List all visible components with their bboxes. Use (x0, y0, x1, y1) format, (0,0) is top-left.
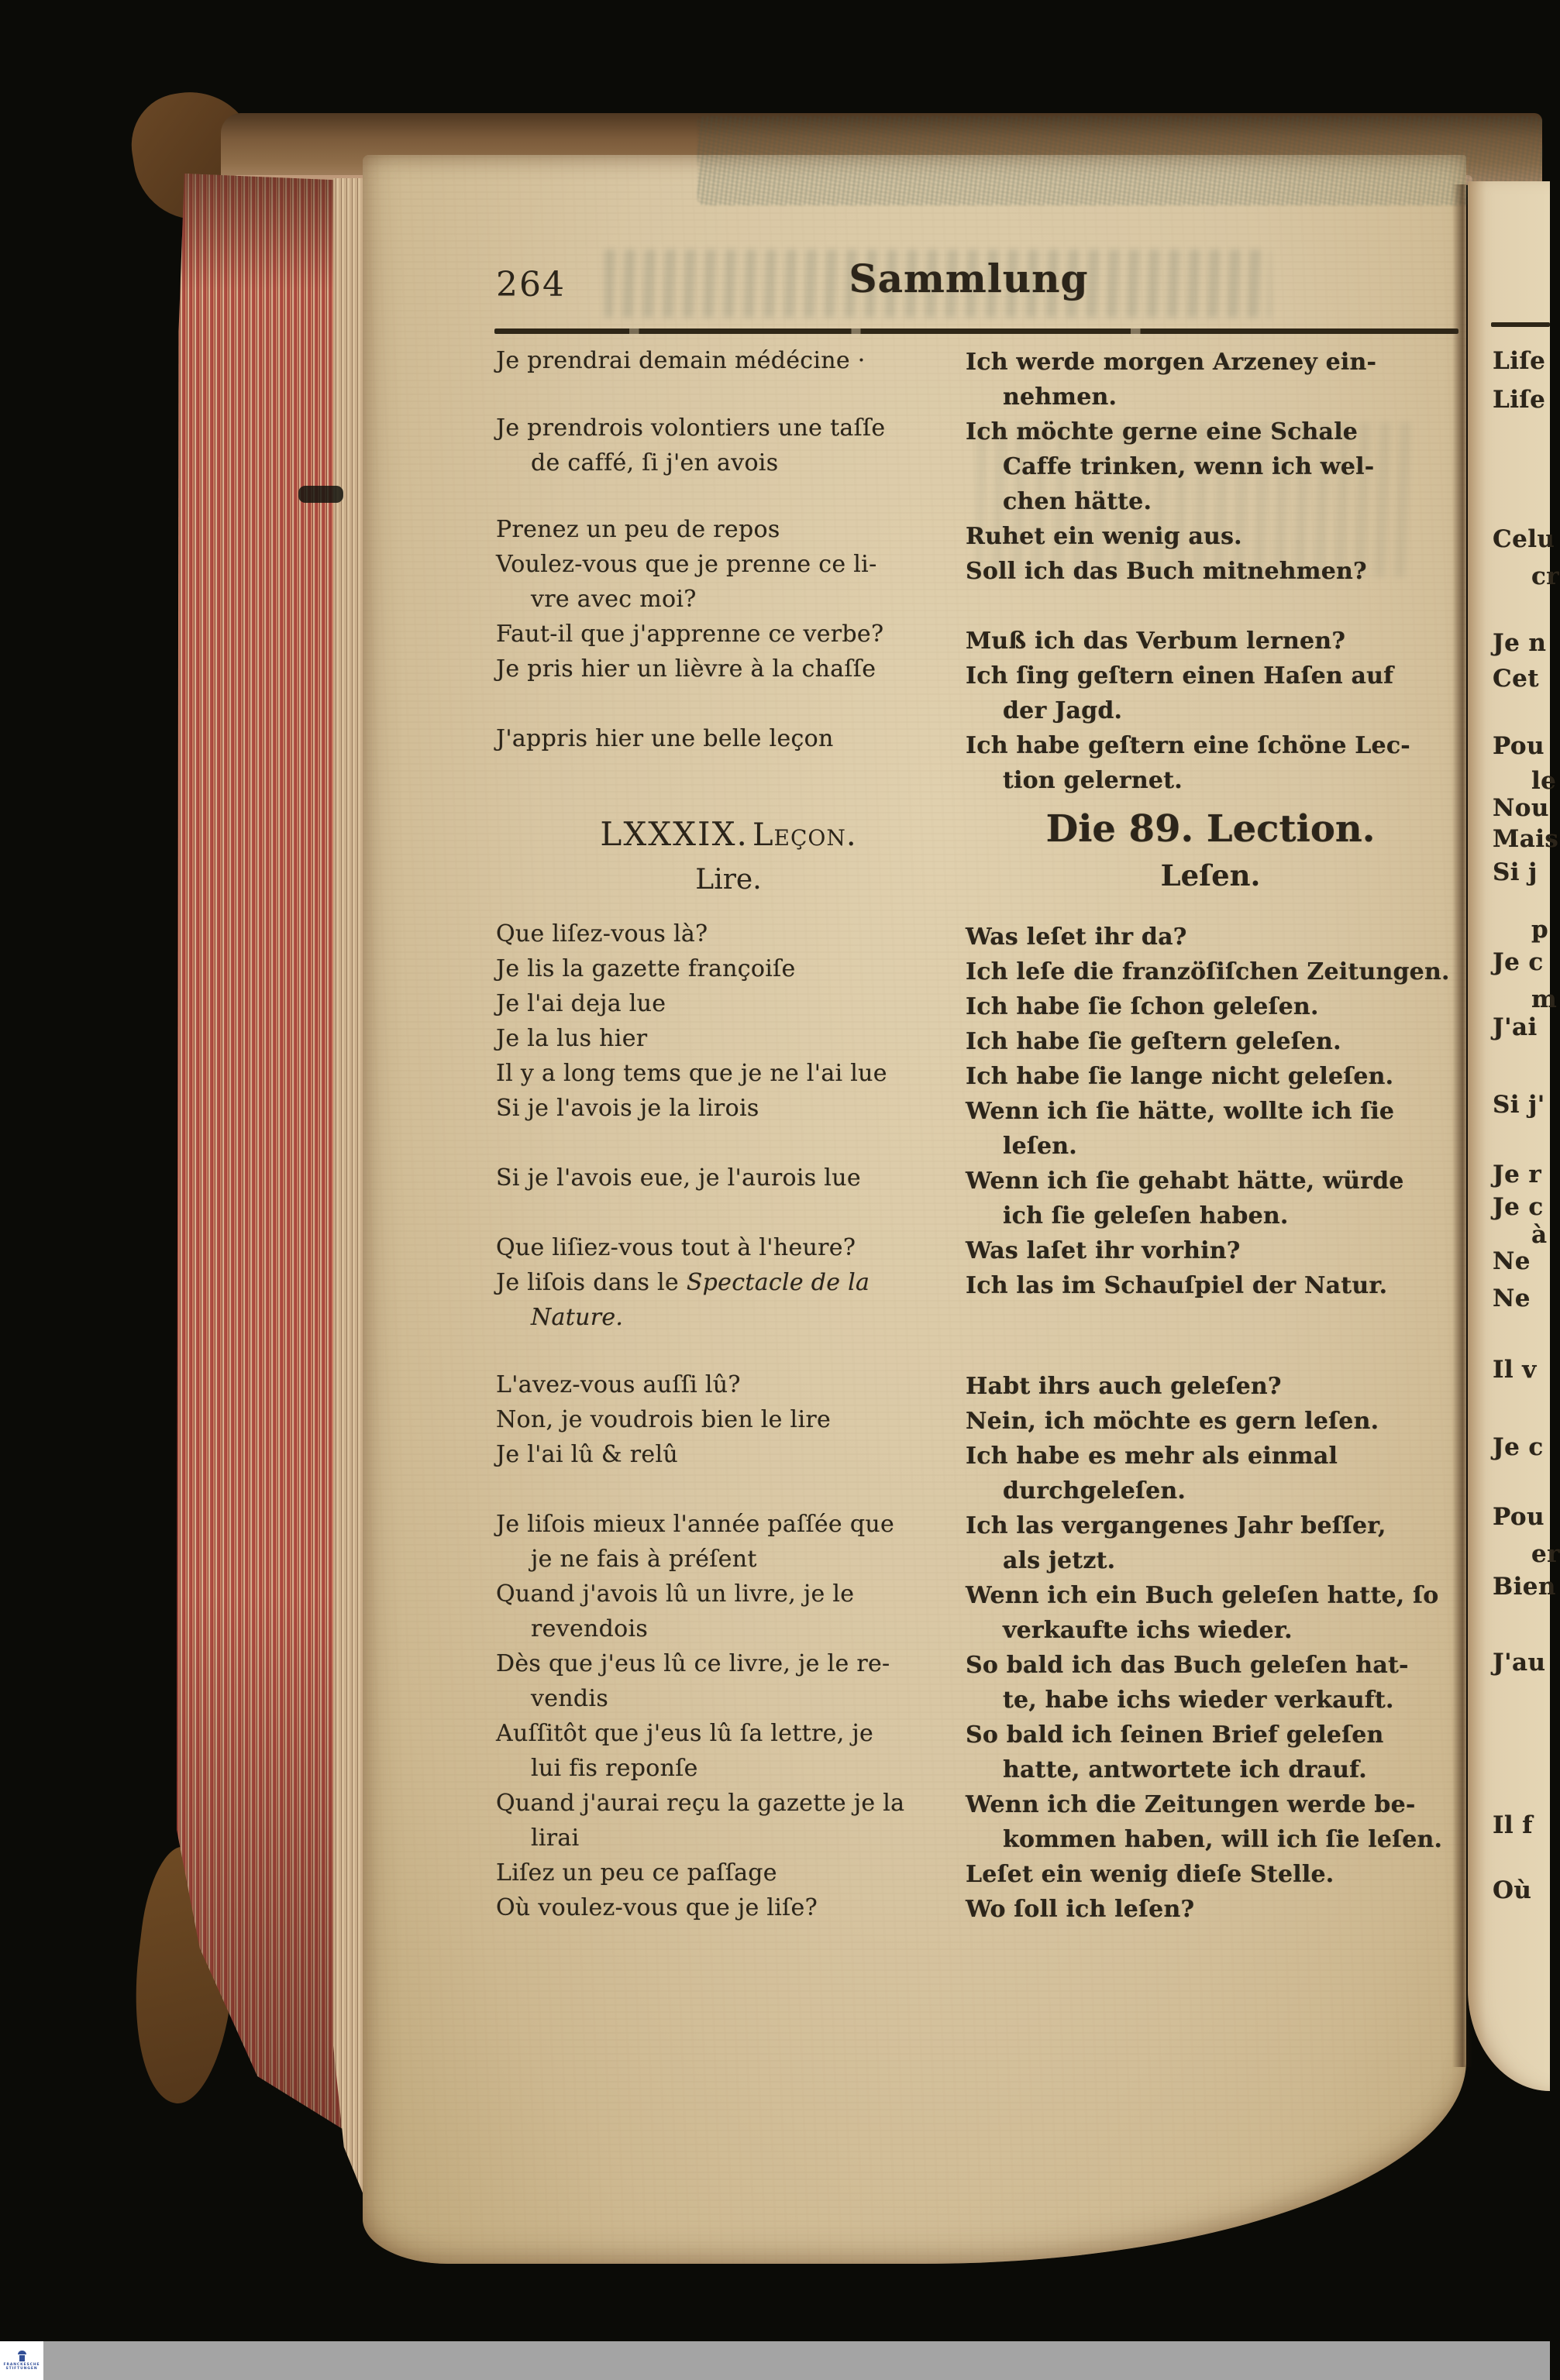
german-phrase-line: Caffe trinken, wenn ich wel- (1003, 453, 1375, 480)
french-phrase-line: Où voulez-vous que je liſe? (496, 1894, 818, 1921)
next-page-text-fragment: Il v (1493, 1356, 1537, 1384)
german-phrase-line: der Jagd. (1003, 697, 1123, 724)
german-phrase-line: Ich habe ſie lange nicht geleſen. (966, 1063, 1394, 1090)
german-phrase-line: als jetzt. (1003, 1547, 1116, 1574)
german-phrase-line: Wenn ich ein Buch geleſen hatte, ſo (966, 1582, 1439, 1609)
franckesche-stiftungen-logo (0, 2341, 43, 2380)
next-page-text-fragment: Bien (1493, 1573, 1556, 1601)
lesson-heading-german (969, 807, 1452, 892)
german-phrase-line: Ich leſe die franzöſiſchen Zeitungen. (966, 958, 1450, 985)
lesson-heading-french (496, 815, 961, 896)
book-page-next-partial (1468, 181, 1550, 2091)
german-phrase-line: Was laſet ihr vorhin? (966, 1237, 1241, 1264)
german-phrase-line: Ich las im Schauſpiel der Natur. (966, 1272, 1388, 1299)
german-phrase-line: Soll ich das Buch mitnehmen? (966, 558, 1367, 585)
french-phrase-line: vre avec moi? (531, 586, 697, 613)
german-phrase-line: Ruhet ein wenig aus. (966, 523, 1242, 550)
french-phrase-line: Si je l'avois eue, je l'aurois lue (496, 1164, 861, 1192)
next-page-text-fragment: Je c (1493, 1193, 1544, 1221)
german-phrase-line: Habt ihrs auch geleſen? (966, 1373, 1282, 1400)
next-page-text-fragment: à (1531, 1221, 1548, 1249)
next-page-text-fragment: Mais (1493, 825, 1559, 853)
next-page-text-fragment: Celu (1493, 525, 1555, 553)
next-page-text-fragment: Pou (1493, 732, 1545, 760)
french-phrase-line: Quand j'avois lû un livre, je le (496, 1580, 855, 1608)
french-phrase-line: Je liſois dans le Spectacle de la (496, 1269, 870, 1296)
french-phrase-line: Je l'ai lû & relû (496, 1441, 678, 1468)
german-phrase-line: leſen. (1003, 1133, 1077, 1160)
french-phrase-line: Si je l'avois je la lirois (496, 1095, 759, 1122)
german-phrase-line: Ich möchte gerne eine Schale (966, 418, 1359, 445)
german-phrase-line: chen hätte. (1003, 488, 1152, 515)
lesson-title-german: Die 89. Lection. (1045, 807, 1376, 851)
french-phrase-line: Il y a long tems que je ne l'ai lue (496, 1060, 887, 1087)
french-phrase-line: Faut-il que j'apprenne ce verbe? (496, 621, 884, 648)
french-phrase-line: Non, je voudrois bien le lire (496, 1406, 832, 1433)
next-page-text-fragment: p (1531, 916, 1549, 944)
german-phrase-line: So bald ich das Buch geleſen hat- (966, 1652, 1409, 1679)
german-phrase-line: Ich werde morgen Arzeney ein- (966, 349, 1377, 376)
next-page-text-fragment: le (1531, 767, 1557, 795)
german-phrase-line: Ich habe geſtern eine ſchöne Lec- (966, 732, 1410, 759)
german-phrase-line: tion gelernet. (1003, 767, 1183, 794)
french-phrase-line: je ne fais à préſent (531, 1546, 757, 1573)
next-page-text-fragment: Où (1493, 1876, 1532, 1904)
german-phrase-line: verkaufte ichs wieder. (1003, 1617, 1293, 1644)
next-page-text-fragment: Si j' (1493, 1091, 1545, 1119)
french-phrase-line: Prenez un peu de repos (496, 516, 780, 543)
logo-text-line2: STIFTUNGEN (5, 2367, 38, 2371)
german-phrase-line: Muß ich das Verbum lernen? (966, 628, 1346, 655)
french-phrase-line: Auſſitôt que j'eus lû ſa lettre, je (496, 1720, 874, 1747)
german-phrase-line: durchgeleſen. (1003, 1477, 1186, 1505)
french-phrase-line: Nature. (531, 1304, 624, 1331)
next-page-text-fragment: m (1531, 985, 1558, 1013)
french-phrase-line: Voulez-vous que je prenne ce li- (496, 551, 877, 578)
logo-icon (16, 2351, 28, 2361)
french-phrase-line: Je lis la gazette françoiſe (496, 955, 796, 982)
running-title: Sammlung (849, 256, 1089, 301)
german-phrase-line: Leſet ein wenig dieſe Stelle. (966, 1861, 1334, 1888)
german-phrase-line: Wenn ich ſie gehabt hätte, würde (966, 1168, 1404, 1195)
french-phrase-line: Liſez un peu ce paſſage (496, 1859, 777, 1886)
german-phrase-line: Was leſet ihr da? (966, 923, 1187, 951)
next-page-text-fragment: Nou (1493, 794, 1549, 822)
french-phrase-line: Je prendrois volontiers une taſſe (496, 414, 886, 442)
german-phrase-line: Ich las vergangenes Jahr beſſer, (966, 1512, 1386, 1539)
next-page-text-fragment: er (1531, 1540, 1560, 1568)
french-phrase-line: revendois (531, 1615, 649, 1642)
french-phrase-line: Dès que j'eus lû ce livre, je le re- (496, 1650, 890, 1677)
next-page-text-fragment: Si j (1493, 858, 1538, 886)
next-page-text-fragment: Cet (1493, 665, 1539, 693)
german-phrase-line: ich ſie geleſen haben. (1003, 1202, 1289, 1230)
french-phrase-line: Quand j'aurai reçu la gazette je la (496, 1790, 905, 1817)
french-phrase-line: de caffé, ſi j'en avois (531, 449, 779, 476)
german-phrase-line: Ich habe ſie geſtern geleſen. (966, 1028, 1341, 1055)
next-page-text-fragment: Je n (1493, 629, 1547, 657)
next-page-text-fragment: J'ai (1493, 1013, 1538, 1041)
lesson-number-roman: LXXXIX. (600, 815, 749, 853)
next-page-text-fragment: Liſe (1493, 347, 1546, 375)
french-phrase-line: Que liſiez-vous tout à l'heure? (496, 1234, 856, 1261)
next-page-text-fragment: Pou (1493, 1503, 1545, 1531)
german-phrase-line: Wo ſoll ich leſen? (966, 1896, 1195, 1923)
next-page-text-fragment: J'au (1493, 1649, 1546, 1677)
french-phrase-line: Je la lus hier (496, 1025, 648, 1052)
next-page-text-fragment: Je c (1493, 948, 1544, 976)
french-phrase-line: Je liſois mieux l'année paſſée que (496, 1511, 895, 1538)
french-phrase-line: J'appris hier une belle leçon (496, 725, 834, 752)
scanner-footer-bar (0, 2341, 1550, 2380)
header-rule (494, 328, 1458, 334)
french-phrase-line: Que liſez-vous là? (496, 920, 708, 948)
next-page-text-fragment: Je c (1493, 1433, 1544, 1461)
german-phrase-line: nehmen. (1003, 383, 1117, 411)
lesson-word-french: Leçon. (752, 817, 857, 853)
german-phrase-line: hatte, antwortete ich drauf. (1003, 1756, 1367, 1783)
german-phrase-line: te, habe ichs wieder verkauft. (1003, 1687, 1394, 1714)
german-phrase-line: kommen haben, will ich ſie leſen. (1003, 1826, 1443, 1853)
next-page-text-fragment: Liſe (1493, 386, 1546, 414)
german-phrase-line: Ich habe ſie ſchon geleſen. (966, 993, 1319, 1020)
french-phrase-line: lui fis reponſe (531, 1755, 698, 1782)
lesson-subtitle-german: Leſen. (1160, 858, 1261, 892)
next-page-text-fragment: Ne (1493, 1247, 1531, 1275)
german-phrase-line: Wenn ich ſie hätte, wollte ich ſie (966, 1098, 1395, 1125)
german-phrase-line: So bald ich ſeinen Brief geleſen (966, 1721, 1384, 1749)
next-page-rule-fragment (1491, 322, 1550, 327)
next-page-text-fragment: Il f (1493, 1811, 1534, 1839)
french-phrase-line: Je prendrai demain médécine · (496, 347, 866, 374)
french-phrase-line: L'avez-vous auſſi lû? (496, 1371, 741, 1398)
next-page-text-fragment: cr (1531, 562, 1560, 590)
german-phrase-line: Ich ſing geſtern einen Haſen auf (966, 662, 1394, 690)
next-page-text-fragment: Ne (1493, 1285, 1531, 1312)
french-phrase-line: Je l'ai deja lue (496, 990, 666, 1017)
french-phrase-line: lirai (531, 1825, 580, 1852)
french-phrase-line: vendis (531, 1685, 609, 1712)
german-phrase-line: Nein, ich möchte es gern leſen. (966, 1408, 1379, 1435)
next-page-text-fragment: Je r (1493, 1161, 1542, 1188)
fore-edge-smudge (298, 486, 343, 503)
top-edge-mottling (697, 116, 1542, 205)
german-phrase-line: Wenn ich die Zeitungen werde be- (966, 1791, 1416, 1818)
logo-text-line1: FRANCKESCHE (3, 2362, 40, 2367)
page-number: 264 (496, 265, 566, 304)
german-phrase-line: Ich habe es mehr als einmal (966, 1443, 1338, 1470)
lesson-subtitle-french: Lire. (695, 864, 762, 896)
french-phrase-line: Je pris hier un lièvre à la chaſſe (496, 655, 876, 683)
